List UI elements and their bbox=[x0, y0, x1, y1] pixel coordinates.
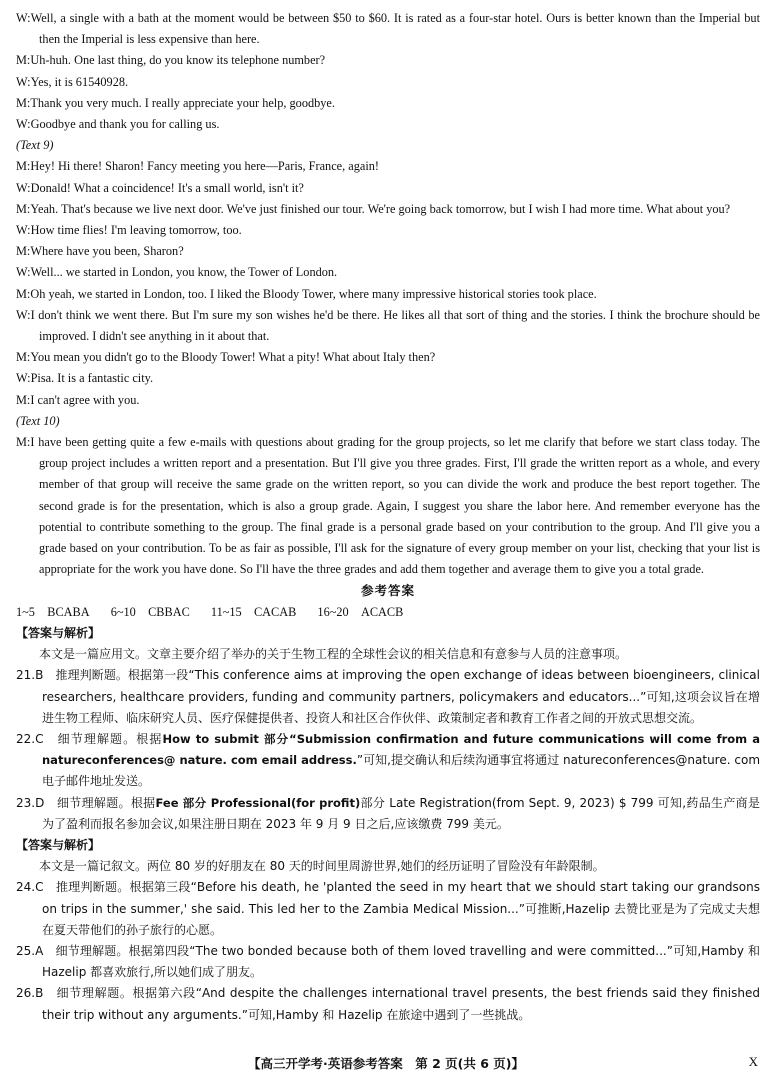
speaker-label: W: bbox=[16, 74, 31, 89]
line-text: Hey! Hi there! Sharon! Fancy meeting you here—Paris, France, again! bbox=[30, 159, 379, 174]
speaker-label: M: bbox=[16, 159, 31, 174]
line-text: Well... we started in London, you know, the Tower of London. bbox=[30, 265, 338, 280]
speaker-label: W: bbox=[16, 265, 31, 280]
line-text: Where have you been, Sharon? bbox=[30, 244, 184, 259]
dialogue-line bbox=[16, 156, 760, 177]
line-text: Goodbye and thank you for calling us. bbox=[30, 117, 220, 132]
page-footer: 【高三开学考·英语参考答案 第 2 页(共 6 页)】 bbox=[248, 1056, 524, 1071]
dialogue-text8-end bbox=[16, 8, 760, 135]
explanation-item: 24.C 推理判断题。根据第三段“Before his death, he 'planted the seed in my heart that we should start taking our grandsons on trips in the summer,' she said. This led her to the Zambia Medical Mission...”可推断,Hazelip 去赞比亚是为了完成丈夫想在夏天带他们的孙子旅行的心愿。 bbox=[16, 880, 760, 937]
dialogue-line bbox=[16, 262, 760, 283]
speaker-label: W: bbox=[16, 117, 31, 132]
speaker-label: M: bbox=[16, 95, 31, 110]
answer-group: 6~10 CBBAC bbox=[110, 604, 190, 619]
dialogue-line bbox=[16, 220, 760, 241]
speaker-label: M: bbox=[16, 392, 31, 407]
dialogue-line bbox=[16, 93, 760, 114]
answer-group: 16~20 ACACB bbox=[317, 604, 404, 619]
line-text: Yes, it is 61540928. bbox=[30, 74, 129, 89]
passage-summary: 本文是一篇应用文。文章主要介绍了举办的关于生物工程的全球性会议的相关信息和有意参与人员的注意事项。 bbox=[39, 647, 628, 662]
dialogue-line bbox=[16, 72, 760, 93]
line-text: Oh yeah, we started in London, too. I liked the Bloody Tower, where many impressive historical stories took place. bbox=[30, 286, 597, 301]
dialogue-line bbox=[16, 368, 760, 389]
answer-group: 11~15 CACAB bbox=[210, 604, 297, 619]
dialogue-line bbox=[16, 50, 760, 71]
dialogue-line bbox=[16, 199, 760, 220]
explanation-item: 23.D 细节理解题。根据Fee 部分 Professional(for profit)部分 Late Registration(from Sept. 9, 2023) $ 799 可知,药品生产商是为了盈利而报名参加会议,如果注册日期在 2023 年 9 月 9 日之后,应该缴费 799 美元。 bbox=[16, 795, 760, 831]
text10-monologue: M:I have been getting quite a few e-mails with questions about grading for the group projects, so let me clarify that before we start class today. The group project includes a written report and a presentation. But I'll give you three grades. First, I'll grade the written report as a whole, and every member of that group will receive the same grade on the written report, so you can divide the work and produce the best report together. The second grade is for the presentation, which is also a group grade. Again, I suggest you share the labor here. And remember everyone has the potential to contribute something to the group. The final grade is a personal grade based on your contribution to the group. And I'll give you a grade based on your contribution. To be as fair as possible, I'll ask for the signature of every group member on your list, checking that your list is appropriate for the work you have done. So I'll have the three grades and add them together and average them to give you a total grade. bbox=[16, 435, 760, 577]
dialogue-line bbox=[16, 114, 760, 135]
dialogue-line bbox=[16, 178, 760, 199]
dialogue-text9 bbox=[16, 156, 760, 410]
dialogue-line bbox=[16, 390, 760, 411]
line-text: How time flies! I'm leaving tomorrow, too. bbox=[30, 223, 242, 238]
dialogue-line bbox=[16, 284, 760, 305]
explanation-item: 26.B 细节理解题。根据第六段“And despite the challenges international travel presents, the best friends said they finished their trip without any arguments.”可知,Hamby 和 Hazelip 在旅途中遇到了一些挑战。 bbox=[16, 986, 760, 1022]
speaker-label: M: bbox=[16, 201, 31, 216]
speaker-label: M: bbox=[16, 244, 31, 259]
answer-key-page bbox=[16, 8, 760, 1026]
explanation-item: 21.B 推理判断题。根据第一段“This conference aims at improving the open exchange of ideas between bioengineers, clinical researchers, healthcare providers, funding and community partners, policymakers and educators...”可知,这项会议旨在增进生物工程师、临床研究人员、医疗保健提供者、投资人和社区合作伙伴、政策制定者和教育工作者之间的开放式思想交流。 bbox=[16, 668, 760, 725]
speaker-label: M: bbox=[16, 350, 31, 365]
analysis-heading: 【答案与解析】 bbox=[16, 837, 101, 852]
line-text: Thank you very much. I really appreciate your help, goodbye. bbox=[30, 95, 335, 110]
line-text: Yeah. That's because we live next door. We've just finished our tour. We're going back tomorrow, but I wish I had more time. What about you? bbox=[30, 201, 731, 216]
speaker-label: W: bbox=[16, 11, 31, 25]
dialogue-line bbox=[16, 347, 760, 368]
text10-marker: (Text 10) bbox=[16, 413, 60, 428]
speaker-label: W: bbox=[16, 223, 31, 238]
speaker-label: W: bbox=[16, 180, 31, 195]
answer-groups bbox=[16, 602, 760, 623]
dialogue-line bbox=[16, 8, 760, 50]
speaker-label: M: bbox=[16, 286, 31, 301]
passage-summary: 本文是一篇记叙文。两位 80 岁的好朋友在 80 天的时间里周游世界,她们的经历证明了冒险没有年龄限制。 bbox=[39, 859, 605, 874]
line-text: Pisa. It is a fantastic city. bbox=[30, 371, 154, 386]
line-text: I can't agree with you. bbox=[30, 392, 140, 407]
speaker-label: W: bbox=[16, 307, 31, 322]
line-text: Donald! What a coincidence! It's a small world, isn't it? bbox=[30, 180, 304, 195]
answer-group: 1~5 BCABA bbox=[16, 604, 90, 619]
line-text: I don't think we went there. But I'm sure my son wishes he'd be there. He likes all that sort of thing and the stories. I think the brochure should be improved. I didn't see anything in it about that. bbox=[30, 307, 760, 344]
footer-letter: X bbox=[748, 1054, 758, 1069]
explanation-item: 25.A 细节理解题。根据第四段“The two bonded because both of them loved travelling and were committed...”可知,Hamby 和 Hazelip 都喜欢旅行,所以她们成了朋友。 bbox=[16, 943, 760, 980]
line-text: You mean you didn't go to the Bloody Tower! What a pity! What about Italy then? bbox=[30, 350, 436, 365]
explanation-item: 22.C 细节理解题。根据How to submit 部分“Submission confirmation and future communications will come from a natureconferences@ nature. com email address.”可知,提交确认和后续沟通事宜将通过 natureconferences@nature. com 电子邮件地址发送。 bbox=[16, 731, 761, 789]
text9-marker: (Text 9) bbox=[16, 138, 54, 153]
dialogue-line bbox=[16, 241, 760, 262]
answer-key-title: 参考答案 bbox=[360, 583, 415, 599]
speaker-label: W: bbox=[16, 371, 31, 386]
speaker-label: M: bbox=[16, 53, 31, 68]
line-text: Well, a single with a bath at the moment would be between $50 to $60. It is rated as a four-star hotel. Ours is better known than the Imperial but then the Imperial is less expensive than here. bbox=[30, 11, 760, 47]
line-text: Uh-huh. One last thing, do you know its telephone number? bbox=[30, 53, 326, 68]
analysis-heading: 【答案与解析】 bbox=[16, 625, 101, 640]
dialogue-line bbox=[16, 305, 760, 347]
